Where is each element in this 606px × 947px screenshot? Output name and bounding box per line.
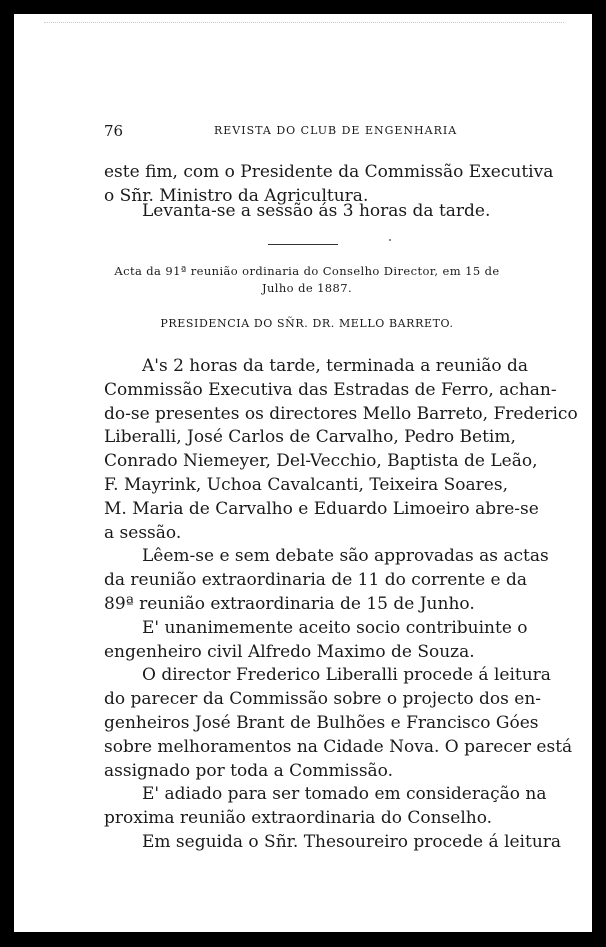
minutes-title	[102, 263, 512, 297]
text-line: o Sñr. Ministro da Agricultura.	[104, 186, 369, 206]
text-line: proxima reunião extraordinaria do Conselho.	[104, 808, 493, 829]
text-line: do parecer da Commissão sobre o projecto dos en-	[104, 689, 542, 710]
text-line: Liberalli, José Carlos de Carvalho, Pedro Betim,	[104, 427, 516, 448]
text-line: a sessão.	[104, 522, 182, 543]
text-line: Commissão Executiva das Estradas de Ferro, achan-	[104, 379, 557, 400]
scanned-page	[14, 14, 592, 932]
text-line: este fim, com o Presidente da Commissão Executiva	[104, 162, 554, 182]
minutes-title-line: Acta da 91ª reunião ordinaria do Conselho Director, em 15 de	[114, 264, 500, 278]
text-line: 89ª reunião extraordinaria de 15 de Junho.	[104, 593, 475, 614]
running-title: REVISTA DO CLUB DE ENGENHARIA	[214, 124, 458, 137]
text-line: da reunião extraordinaria de 11 do corrente e da	[104, 570, 528, 591]
text-line: do-se presentes os directores Mello Barreto, Frederico	[104, 403, 578, 424]
text-line: Lêem-se e sem debate são approvadas as actas	[142, 546, 549, 567]
presidency-heading: PRESIDENCIA DO SÑR. DR. MELLO BARRETO.	[160, 317, 454, 330]
text-line: Em seguida o Sñr. Thesoureiro procede á leitura	[142, 831, 562, 852]
text-line: F. Mayrink, Uchoa Cavalcanti, Teixeira Soares,	[104, 474, 508, 495]
closing-sentence: Levanta-se a sessão ás 3 horas da tarde.	[142, 201, 491, 221]
text-line: E' adiado para ser tomado em consideração na	[142, 784, 547, 805]
text-line: A's 2 horas da tarde, terminada a reunião da	[142, 356, 529, 376]
scan-edge-artifact	[44, 22, 564, 25]
text-line: E' unanimemente aceito socio contribuinte o	[142, 617, 528, 638]
minutes-body	[104, 355, 578, 855]
text-line: engenheiro civil Alfredo Maximo de Souza.	[104, 641, 475, 662]
divider-dot	[389, 239, 391, 241]
minutes-title-line: Julho de 1887.	[261, 281, 353, 295]
text-line: O director Frederico Liberalli procede á leitura	[142, 665, 551, 686]
page-header	[104, 122, 514, 140]
text-line: M. Maria de Carvalho e Eduardo Limoeiro abre-se	[104, 498, 539, 519]
section-divider	[268, 244, 338, 245]
text-line: assignado por toda a Commissão.	[104, 760, 394, 781]
text-line: sobre melhoramentos na Cidade Nova. O parecer está	[104, 736, 573, 757]
text-line: genheiros José Brant de Bulhões e Francisco Góes	[104, 712, 539, 733]
page-number: 76	[104, 122, 124, 140]
text-line: Conrado Niemeyer, Del-Vecchio, Baptista de Leão,	[104, 451, 538, 472]
